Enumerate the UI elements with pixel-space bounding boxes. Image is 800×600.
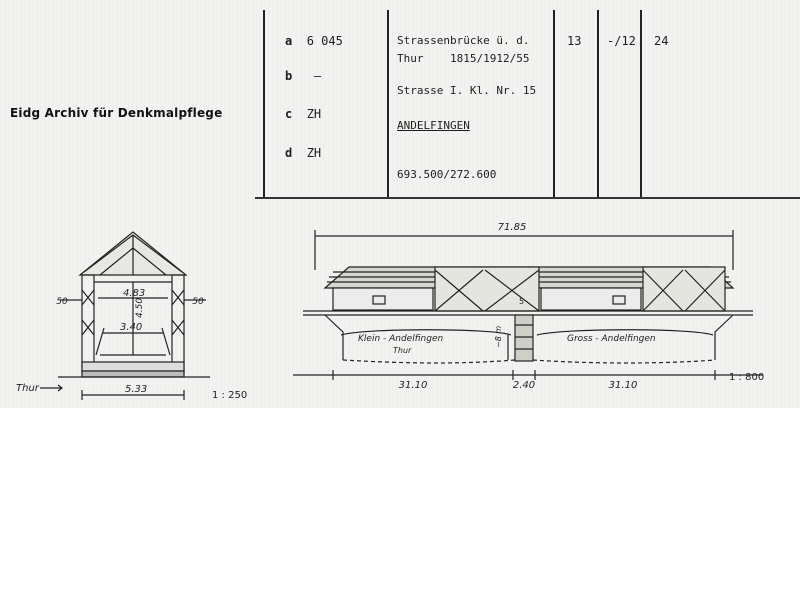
dim-width-inner: 3.40 — [120, 322, 143, 333]
card-divider — [640, 10, 642, 198]
dim-bottom: 5.33 — [125, 384, 148, 395]
record-row-c — [285, 107, 321, 121]
record-letter: c — [285, 107, 293, 121]
card-divider — [553, 10, 555, 198]
center-pier — [515, 315, 533, 361]
record-col-a: 13 — [567, 34, 582, 48]
dim-height: 4.50 — [135, 297, 145, 318]
dim-width-top: 4.83 — [123, 288, 146, 299]
label-klein-andelfingen: Klein - Andelfingen — [358, 334, 444, 344]
card-divider — [255, 197, 800, 199]
card-divider — [597, 10, 599, 198]
card-divider — [263, 10, 265, 198]
cross-section-drawing — [0, 210, 262, 408]
record-title-line1: Strassenbrücke ü. d. — [397, 34, 530, 47]
pier-number: 5 — [519, 297, 525, 306]
record-row-a — [285, 34, 343, 48]
dim-length-total: 71.85 — [497, 222, 527, 233]
truss-right — [643, 267, 725, 311]
dim-span-left: 31.10 — [398, 380, 428, 391]
record-road: Strasse I. Kl. Nr. 15 — [397, 84, 537, 97]
record-value: ZH — [306, 107, 322, 121]
dim-right: 50 — [192, 297, 204, 307]
archive-label: Eidg Archiv für Denkmalpflege — [10, 106, 223, 120]
record-value: — — [313, 69, 322, 83]
record-title-line2: Thur 1815/1912/55 — [397, 52, 530, 65]
record-letter: a — [285, 34, 293, 48]
side-panel-right — [541, 288, 641, 310]
card-divider — [387, 10, 389, 198]
record-value: ZH — [306, 146, 322, 160]
side-panel-left — [333, 288, 433, 310]
record-col-b: -/12 — [607, 34, 636, 48]
scale-section: 1 : 250 — [212, 390, 248, 401]
dim-pier-width: 2.40 — [512, 380, 536, 391]
record-col-c: 24 — [654, 34, 669, 48]
record-letter: d — [285, 146, 293, 160]
record-letter: b — [285, 69, 293, 83]
dim-span-right: 31.10 — [608, 380, 638, 391]
dim-left: 50 — [56, 297, 68, 307]
record-row-d — [285, 146, 321, 160]
record-place: ANDELFINGEN — [397, 119, 470, 132]
left-wall — [82, 275, 94, 373]
river-label-elevation: Thur — [393, 346, 412, 355]
scale-elevation: 1 : 800 — [729, 372, 765, 383]
dim-pier-height: ~8 m — [494, 325, 503, 348]
record-coordinates: 693.500/272.600 — [397, 168, 497, 181]
record-row-b — [285, 69, 321, 83]
label-gross-andelfingen: Gross - Andelfingen — [567, 334, 656, 344]
right-wall — [172, 275, 184, 373]
record-value: 6 045 — [306, 34, 343, 48]
river-label-section: Thur — [16, 383, 39, 394]
elevation-drawing — [263, 210, 800, 408]
